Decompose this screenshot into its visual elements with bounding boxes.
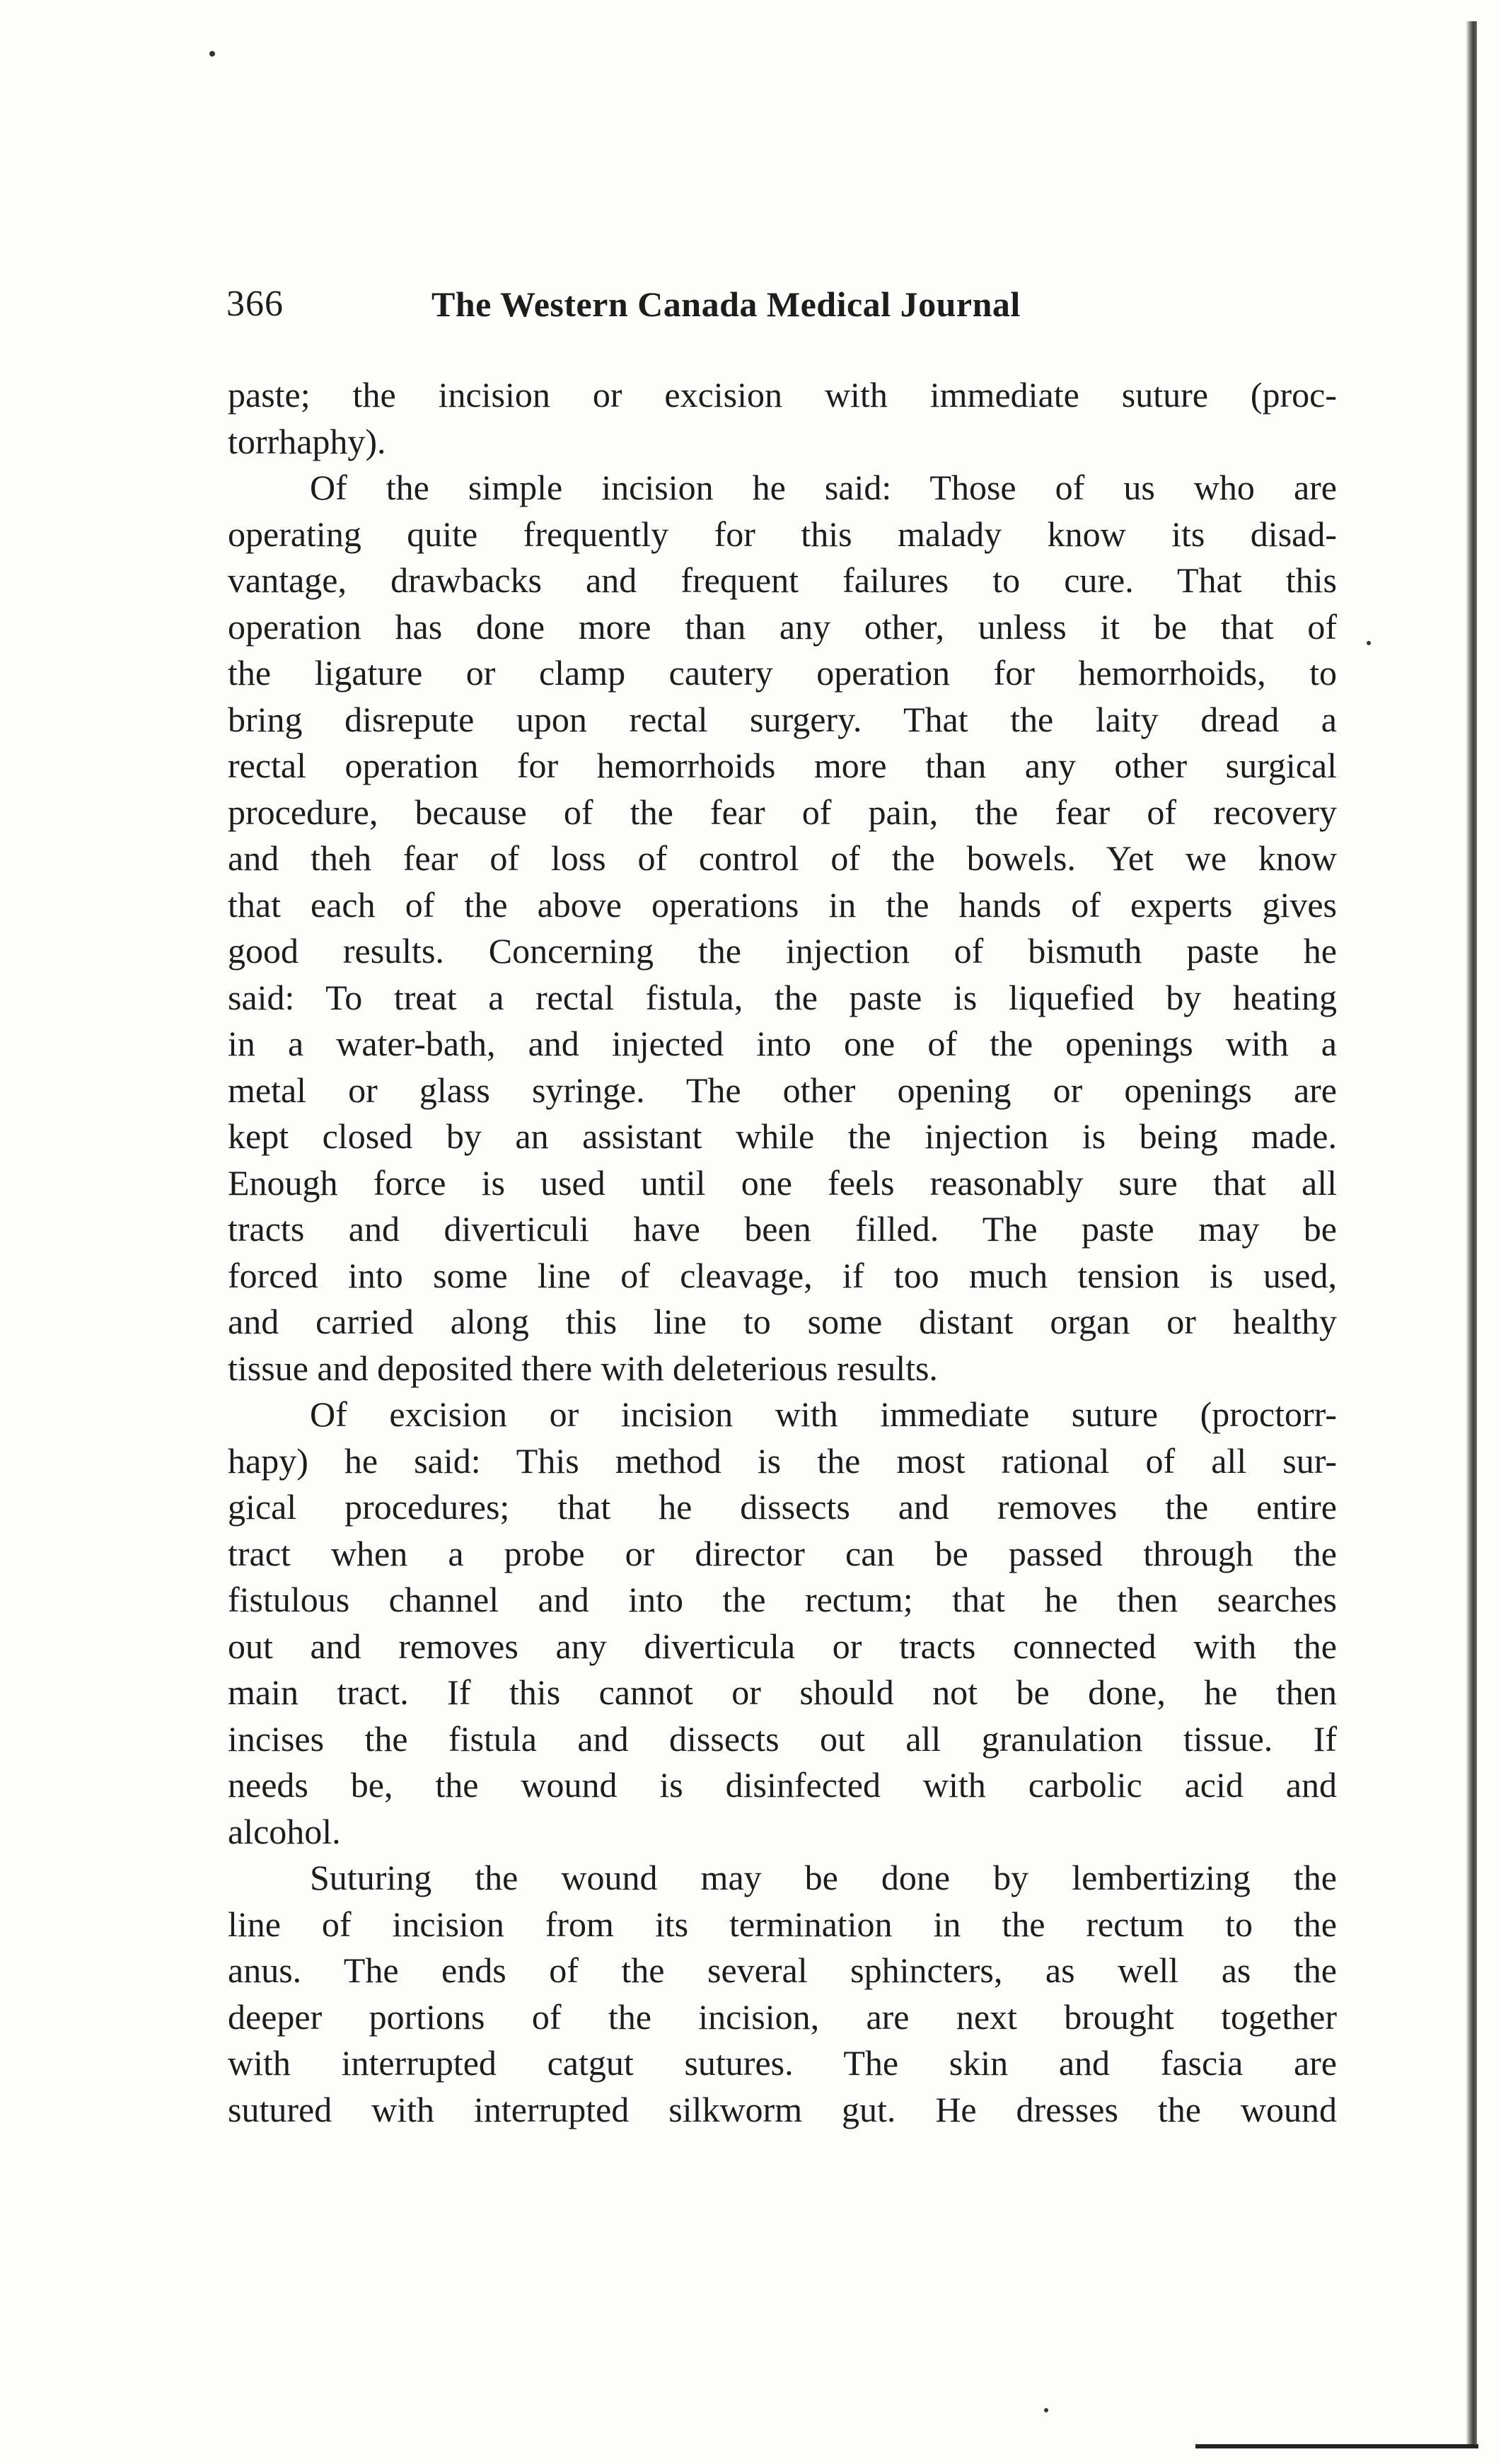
text-line: tissue and deposited there with deleterious results. [228, 1348, 938, 1388]
text-line: and carried along this line to some distant organ or healthy [228, 1302, 1337, 1341]
text-line: procedure, because of the fear of pain, the fear of recovery [228, 792, 1337, 832]
text-line: in a water-bath, and injected into one of the openings with a [228, 1024, 1337, 1063]
text-line: tracts and diverticuli have been filled. The paste may be [228, 1209, 1337, 1249]
text-line: Enough force is used until one feels reasonably sure that all [228, 1162, 1337, 1203]
scan-speck [1367, 641, 1371, 645]
body-text [228, 372, 1337, 2133]
text-line: alcohol. [228, 1811, 341, 1851]
text-line: the ligature or clamp cautery operation for hemorrhoids, to [228, 653, 1337, 693]
text-line: and theh fear of loss of control of the bowels. Yet we know [228, 838, 1337, 878]
text-line: line of incision from its termination in the rectum to the [228, 1904, 1337, 1944]
text-line: operating quite frequently for this malady know its disad- [228, 514, 1337, 554]
text-line: said: To treat a rectal fistula, the paste is liquefied by heating [228, 977, 1337, 1017]
text-line: metal or glass syringe. The other opening or openings are [228, 1070, 1337, 1110]
text-line: vantage, drawbacks and frequent failures to cure. That this [228, 560, 1337, 600]
text-line: Of excision or incision with immediate suture (proctorr- [310, 1394, 1337, 1434]
text-line: torrhaphy). [228, 421, 386, 461]
text-line: tract when a probe or director can be passed through the [228, 1533, 1337, 1573]
text-line: Suturing the wound may be done by lembertizing the [310, 1858, 1337, 1897]
text-line: main tract. If this cannot or should not be done, he then [228, 1672, 1337, 1712]
page-edge-mark [1195, 2444, 1478, 2448]
text-line: forced into some line of cleavage, if too much tension is used, [228, 1255, 1337, 1295]
page-header [226, 276, 1330, 332]
text-line: out and removes any diverticula or tracts connected with the [228, 1626, 1337, 1666]
text-line: incises the fistula and dissects out all granulation tissue. If [228, 1718, 1337, 1759]
text-line: needs be, the wound is disinfected with carbolic acid and [228, 1765, 1337, 1805]
scan-speck [1044, 2408, 1048, 2412]
text-line: sutured with interrupted silkworm gut. He dresses the wound [228, 2089, 1337, 2129]
text-line: good results. Concerning the injection of bismuth paste he [228, 931, 1337, 971]
scan-speck [209, 51, 215, 57]
text-line: that each of the above operations in the hands of experts gives [228, 884, 1337, 925]
text-line: gical procedures; that he dissects and removes the entire [228, 1487, 1337, 1527]
text-line: fistulous channel and into the rectum; that he then searches [228, 1580, 1337, 1619]
text-line: deeper portions of the incision, are next brought together [228, 1996, 1337, 2037]
text-line: operation has done more than any other, unless it be that of [228, 606, 1337, 647]
text-line: Of the simple incision he said: Those of us who are [310, 468, 1337, 507]
text-line: anus. The ends of the several sphincters, as well as the [228, 1950, 1337, 1990]
text-line: paste; the incision or excision with immediate suture (proc- [228, 375, 1337, 415]
text-line: with interrupted catgut sutures. The skin and fascia are [228, 2043, 1337, 2083]
binding-edge-shadow [1466, 21, 1477, 2448]
text-line: kept closed by an assistant while the injection is being made. [228, 1116, 1337, 1156]
text-line: rectal operation for hemorrhoids more than any other surgical [228, 746, 1337, 785]
page-number: 366 [226, 284, 284, 324]
text-line: hapy) he said: This method is the most rational of all sur- [228, 1440, 1337, 1481]
journal-title: The Western Canada Medical Journal [431, 284, 1021, 324]
text-line: bring disrepute upon rectal surgery. That the laity dread a [228, 699, 1337, 739]
